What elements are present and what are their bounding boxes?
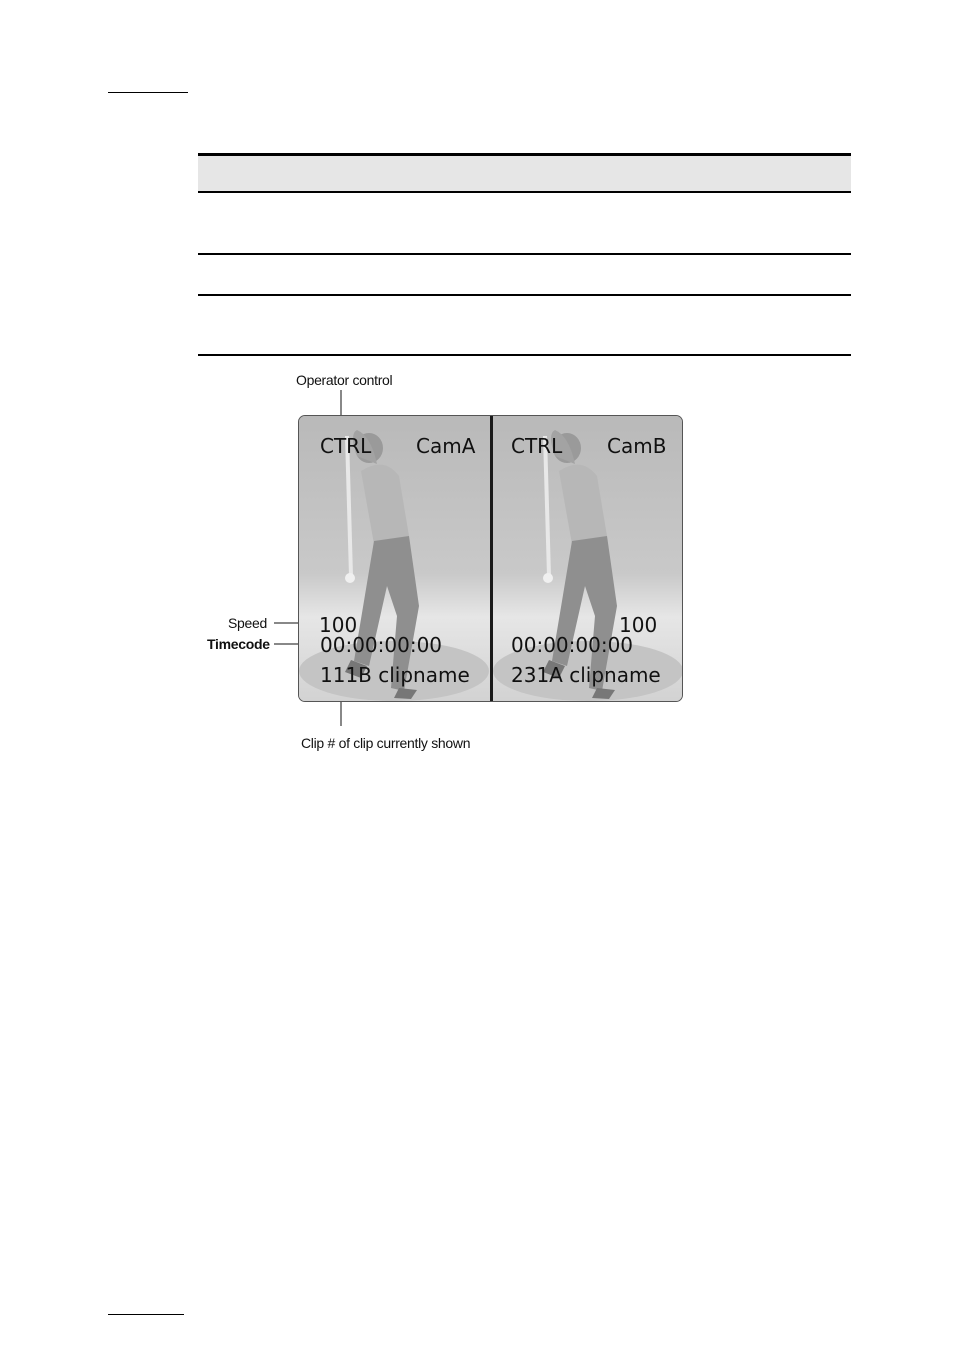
ctrl-indicator: CTRL (511, 434, 563, 458)
timecode-value: 00:00:00:00 (511, 633, 634, 657)
monitor-pane-cam-b (493, 416, 683, 701)
camera-name: CamA (416, 434, 476, 458)
clip-name: 111B clipname (320, 663, 470, 687)
timecode-label: Timecode (207, 636, 270, 652)
speed-value: 100 (619, 613, 658, 637)
speed-value: 100 (319, 613, 358, 637)
golfer-image (493, 416, 683, 701)
operator-control-label: Operator control (296, 372, 393, 388)
clip-name: 231A clipname (511, 663, 661, 687)
clip-number-label: Clip # of clip currently shown (301, 735, 471, 751)
speed-label: Speed (228, 615, 267, 631)
ctrl-indicator: CTRL (320, 434, 372, 458)
split-screen-monitor (298, 415, 683, 702)
monitor-pane-cam-a (299, 416, 490, 701)
timecode-value: 00:00:00:00 (320, 633, 443, 657)
camera-name: CamB (607, 434, 667, 458)
golfer-image (299, 416, 490, 701)
